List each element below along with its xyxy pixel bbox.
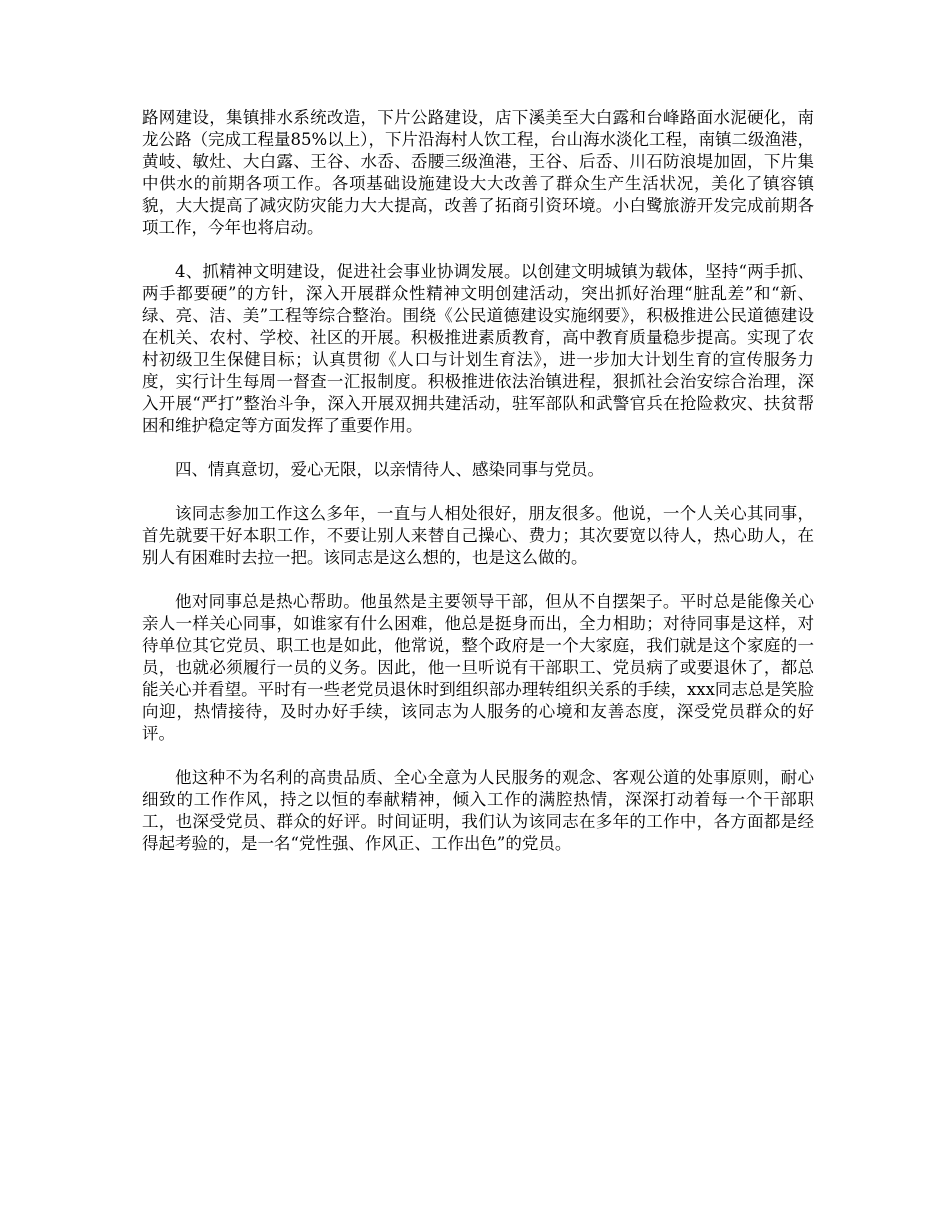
- document-page: [142, 107, 814, 877]
- paragraph-infrastructure: 路网建设，集镇排水系统改造，下片公路建设，店下溪美至大白露和台峰路面水泥硬化，南龙公路（完成工程量85%以上），下片沿海村人饮工程，台山海水淡化工程，南镇二级渔港，黄岐、敏灶、大白露、王谷、水岙、岙腰三级渔港，王谷、后岙、川石防浪堤加固，下片集中供水的前期各项工作。各项基础设施建设大大改善了群众生产生活状况，美化了镇容镇貌，大大提高了减灾防灾能力大大提高，改善了拓商引资环境。小白鹭旅游开发完成前期各项工作，今年也将启动。: [142, 108, 814, 237]
- paragraph-spiritual-civilization: 4、抓精神文明建设，促进社会事业协调发展。以创建文明城镇为载体，坚持“两手抓、两手都要硬”的方针，深入开展群众性精神文明创建活动，突出抓好治理“脏乱差”和“新、绿、亮、洁、美”工程等综合整治。围绕《公民道德建设实施纲要》，积极推进公民道德建设在机关、农村、学校、社区的开展。积极推进素质教育，高中教育质量稳步提高。实现了农村初级卫生保健目标；认真贯彻《人口与计划生育法》，进一步加大计划生育的宣传服务力度，实行计生每周一督查一汇报制度。积极推进依法治镇进程，狠抓社会治安综合治理，深入开展“严打”整治斗争，深入开展双拥共建活动，驻军部队和武警官兵在抢险救灾、扶贫帮困和维护稳定等方面发挥了重要作用。: [142, 262, 814, 435]
- paragraph-conclusion: 他这种不为名利的高贵品质、全心全意为人民服务的观念、客观公道的处事原则，耐心细致的工作作风，持之以恒的奉献精神，倾入工作的满腔热情，深深打动着每一个干部职工，也深受党员、群众的好评。时间证明，我们认为该同志在多年的工作中，各方面都是经得起考验的，是一名“党性强、作风正、工作出色”的党员。: [142, 768, 814, 853]
- section-heading-four: 四、情真意切，爱心无限，以亲情待人、感染同事与党员。: [175, 460, 604, 479]
- paragraph-helping-colleagues: 他对同事总是热心帮助。他虽然是主要领导干部，但从不自摆架子。平时总是能像关心亲人一样关心同事，如谁家有什么困难，他总是挺身而出，全力相助；对待同事是这样，对待单位其它党员、职工也是如此，他常说，整个政府是一个大家庭，我们就是这个家庭的一员，也就必须履行一员的义务。因此，他一旦听说有干部职工、党员病了或要退休了，都总能关心并看望。平时有一些老党员退休时到组织部办理转组织关系的手续，xxx同志总是笑脸向迎，热情接待，及时办好手续，该同志为人服务的心境和友善态度，深受党员群众的好评。: [142, 592, 814, 743]
- paragraph-colleague-relations: 该同志参加工作这么多年，一直与人相处很好，朋友很多。他说，一个人关心其同事，首先就要干好本职工作，不要让别人来替自己操心、费力；其次要宽以待人，热心助人，在别人有困难时去拉一把。该同志是这么想的，也是这么做的。: [142, 504, 814, 567]
